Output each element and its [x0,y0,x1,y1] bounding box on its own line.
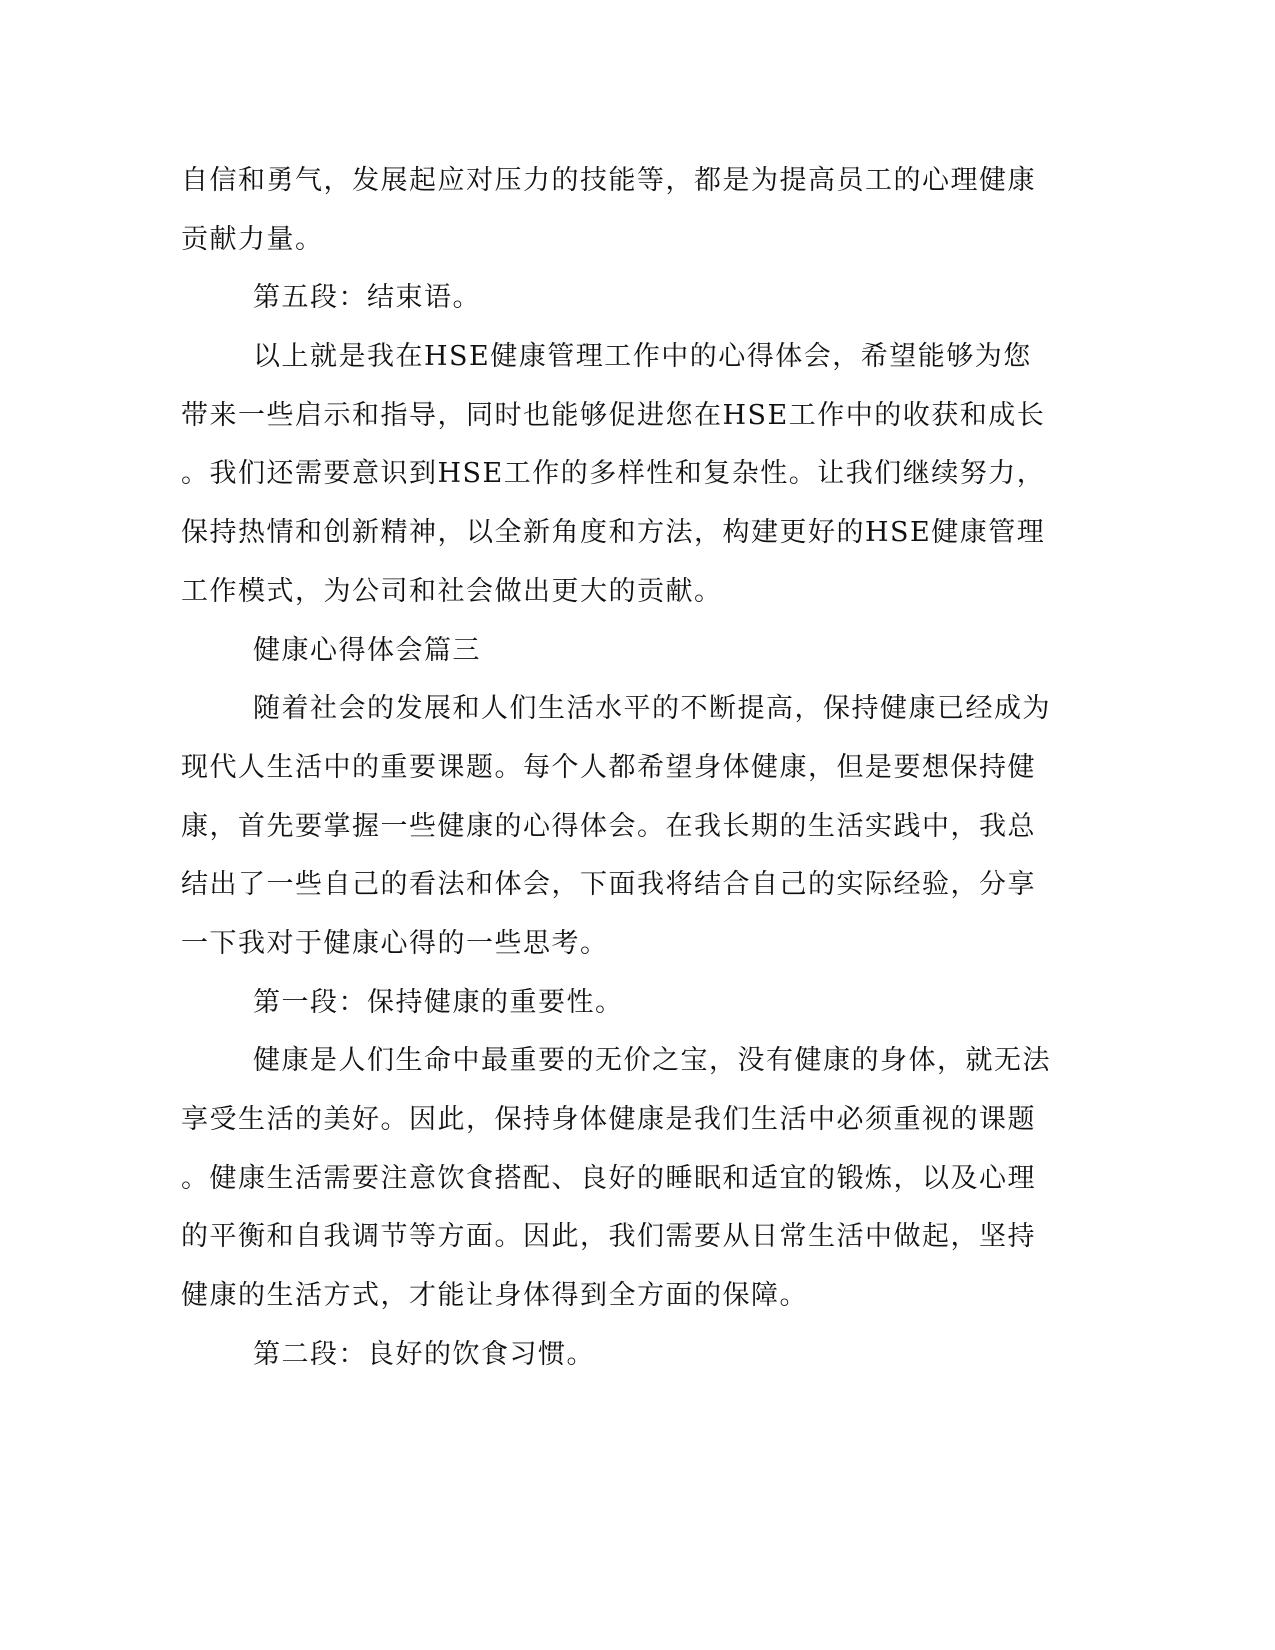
document-body [181,152,1051,1384]
body-line: 结出了一些自己的看法和体会，下面我将结合自己的实际经验，分享 [181,869,1036,901]
body-line: 享受生活的美好。因此，保持身体健康是我们生活中必须重视的课题 [181,1104,1036,1135]
body-line: 贡献力量。 [181,223,324,255]
body-line: 保持热情和创新精神，以全新角度和方法，构建更好的HSE健康管理 [181,517,1046,549]
body-line: 现代人生活中的重要课题。每个人都希望身体健康，但是要想保持健 [181,751,1036,783]
body-line: 的平衡和自我调节等方面。因此，我们需要从日常生活中做起，坚持 [181,1221,1036,1253]
section-heading: 第二段：良好的饮食习惯。 [253,1338,595,1370]
section-heading: 第一段：保持健康的重要性。 [253,986,624,1018]
section-heading: 第五段：结束语。 [253,282,481,314]
body-line: 以上就是我在HSE健康管理工作中的心得体会，希望能够为您 [253,341,1032,373]
body-line: 。我们还需要意识到HSE工作的多样性和复杂性。让我们继续努力， [181,458,1046,490]
body-line: 健康的生活方式，才能让身体得到全方面的保障。 [181,1280,808,1312]
body-line: 带来一些启示和指导，同时也能够促进您在HSE工作中的收获和成长 [181,399,1046,431]
body-line: 。健康生活需要注意饮食搭配、良好的睡眠和适宜的锻炼，以及心理 [181,1162,1036,1194]
body-line: 一下我对于健康心得的一些思考。 [181,927,609,959]
body-line: 健康是人们生命中最重要的无价之宝，没有健康的身体，就无法 [253,1045,1051,1077]
body-line: 工作模式，为公司和社会做出更大的贡献。 [181,575,723,607]
body-line: 自信和勇气，发展起应对压力的技能等，都是为提高员工的心理健康 [181,165,1036,196]
body-line: 随着社会的发展和人们生活水平的不断提高，保持健康已经成为 [253,693,1051,725]
chapter-title: 健康心得体会篇三 [253,634,481,666]
body-line: 康，首先要掌握一些健康的心得体会。在我长期的生活实践中，我总 [181,810,1036,842]
